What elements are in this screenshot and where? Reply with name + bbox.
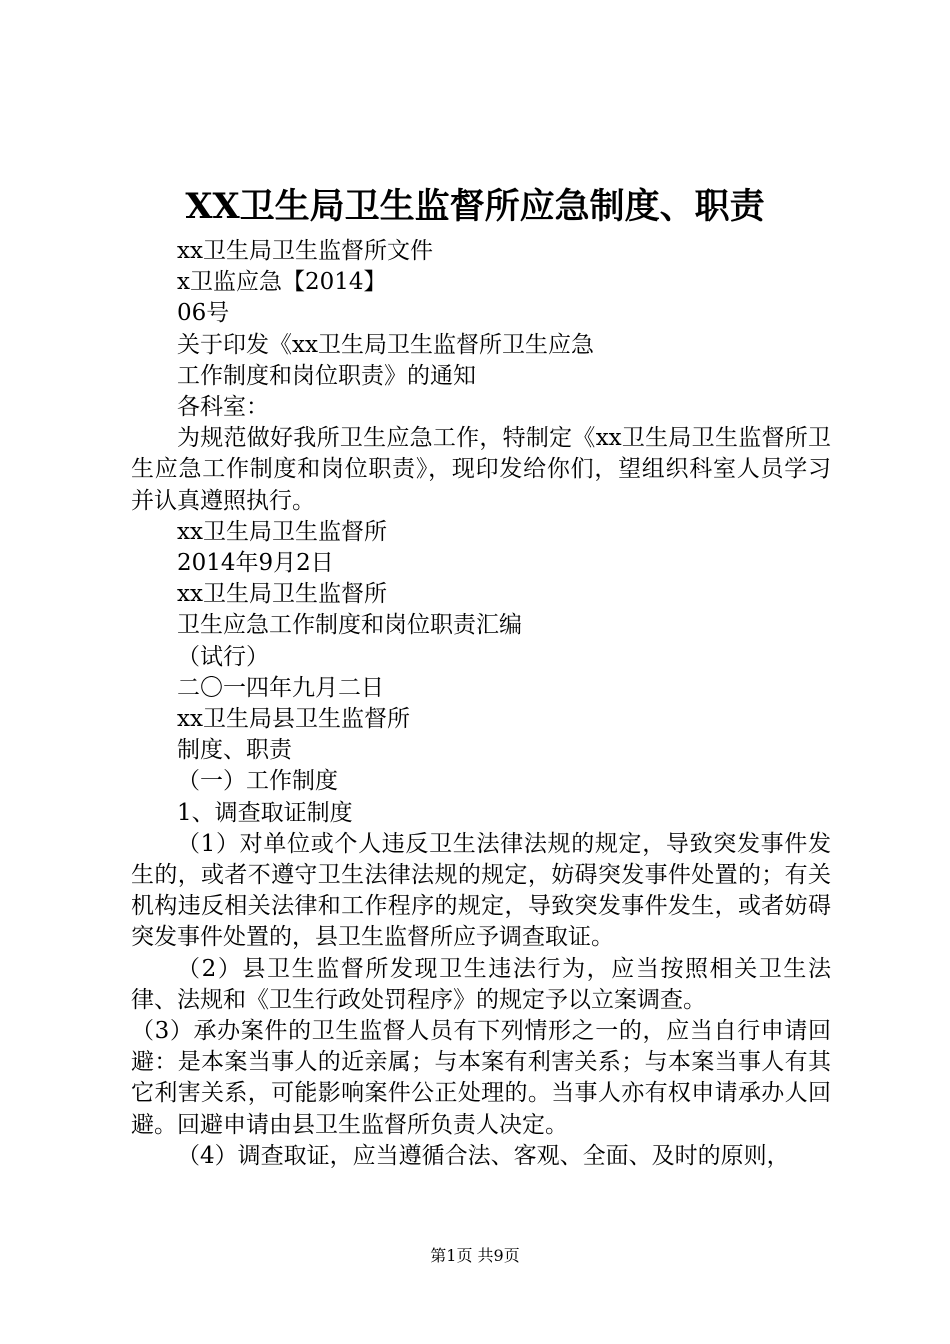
notice-paragraph: 为规范做好我所卫生应急工作，特制定《xx卫生局卫生监督所卫生应急工作制度和岗位职责》，现印发给你们，望组织科室人员学习并认真遵照执行。	[131, 425, 831, 514]
header-line-doc-number: x卫监应急【2014】	[177, 269, 387, 296]
section-org: xx卫生局县卫生监督所	[177, 706, 410, 733]
document-title: XX卫生局卫生监督所应急制度、职责	[185, 186, 765, 227]
signature-date: 2014年9月2日	[177, 550, 334, 577]
rule-paragraph-4: （4）调查取证，应当遵循合法、客观、全面、及时的原则，	[177, 1142, 790, 1169]
compilation-date: 二〇一四年九月二日	[177, 674, 384, 701]
document-body	[131, 236, 831, 1172]
header-line-number-suffix: 06号	[177, 300, 230, 327]
salutation: 各科室：	[177, 394, 269, 421]
rule-paragraph-3: （3）承办案件的卫生监督人员有下列情形之一的，应当自行申请回避：是本案当事人的近亲属；与本案有利害关系；与本案当事人有其它利害关系，可能影响案件公正处理的。当事人亦有权申请承办人回避。回避申请由县卫生监督所负责人决定。	[131, 1018, 831, 1138]
page-footer: 第1页 共9页	[430, 1246, 520, 1265]
subsection-heading: （一）工作制度	[177, 768, 338, 795]
notice-title-line-2: 工作制度和岗位职责》的通知	[177, 362, 476, 389]
header-line-org: xx卫生局卫生监督所文件	[177, 238, 433, 264]
notice-title-line-1: 关于印发《xx卫生局卫生监督所卫生应急	[177, 331, 594, 358]
rule-paragraph-2: （2）县卫生监督所发现卫生违法行为，应当按照相关卫生法律、法规和《卫生行政处罚程序》的规定予以立案调查。	[131, 955, 831, 1013]
compilation-org: xx卫生局卫生监督所	[177, 581, 387, 608]
rule-heading: 1、调查取证制度	[177, 799, 353, 826]
section-heading: 制度、职责	[177, 737, 292, 764]
signature-org: xx卫生局卫生监督所	[177, 518, 387, 545]
compilation-title: 卫生应急工作制度和岗位职责汇编	[177, 612, 522, 639]
rule-paragraph-1: （1）对单位或个人违反卫生法律法规的规定，导致突发事件发生的，或者不遵守卫生法律法规的规定，妨碍突发事件处置的；有关机构违反相关法律和工作程序的规定，导致突发事件发生，或者妨碍突发事件处置的，县卫生监督所应予调查取证。	[131, 830, 831, 951]
compilation-trial: （试行）	[177, 643, 269, 670]
